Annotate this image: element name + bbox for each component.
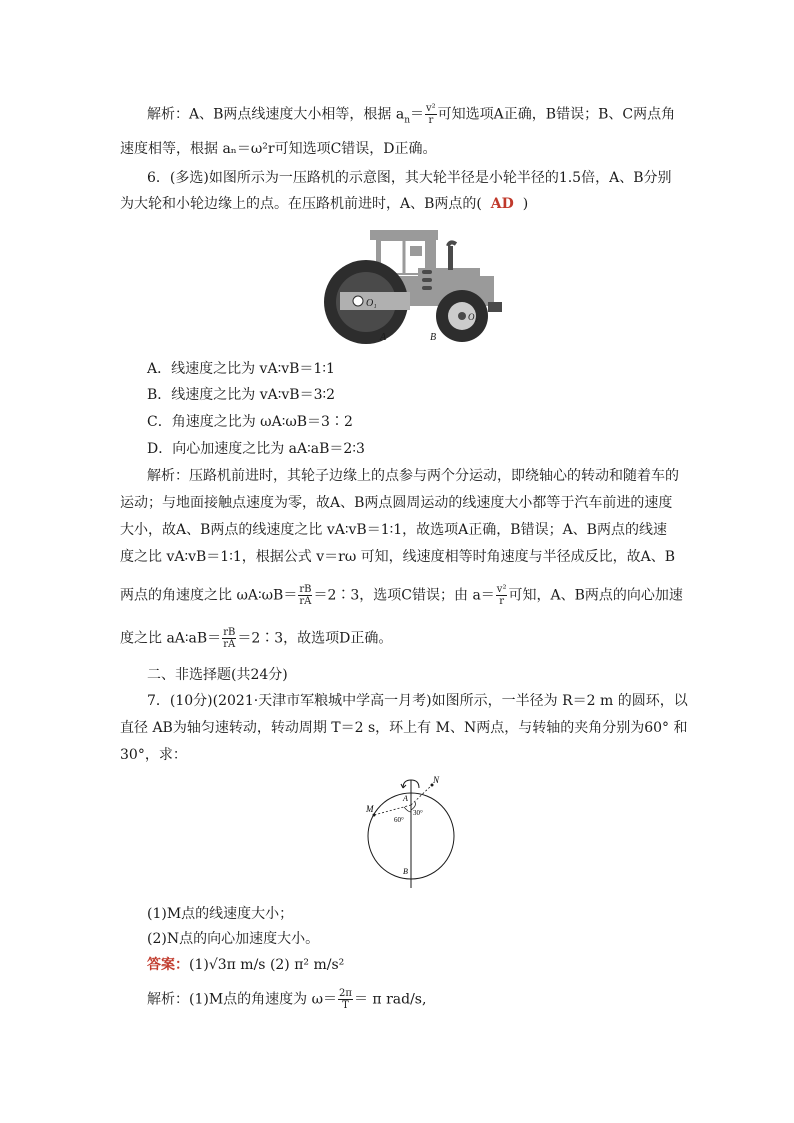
fraction: $\frac{\text{v²}}{r}$ <box>426 103 436 126</box>
label-a: A <box>403 794 408 803</box>
q6-option-a: A．线速度之比为 vA∶vB＝1∶1 <box>147 361 335 377</box>
q6-option-b: B．线速度之比为 vA∶vB＝3∶2 <box>147 387 336 403</box>
q5-analysis-line2: 速度相等，根据 aₙ＝ω²r可知选项C错误，D正确。 <box>120 141 437 157</box>
angle-30-label: 30° <box>413 809 423 817</box>
q5-analysis-line1: 解析：A、B两点线速度大小相等，根据 $a_n=$ $\frac{\text{v²}}{r}$ 可知选项A正确，B错误；B、C两点角 <box>147 103 676 126</box>
q6-analysis-line1: 解析：压路机前进时，其轮子边缘上的点参与两个分运动，即绕轴心的转动和随着车的 <box>147 468 679 484</box>
cab-roof <box>370 230 438 240</box>
q6-option-d: D．向心加速度之比为 aA∶aB＝2∶3 <box>147 441 365 457</box>
q6-analysis-line2: 运动；与地面接触点速度为零，故A、B两点圆周运动的线速度大小都等于汽车前进的速度 <box>120 495 673 511</box>
q6-stem-line2: 为大轮和小轮边缘上的点。在压路机前进时，A、B两点的( AD ) <box>120 196 529 212</box>
q7-answer <box>147 955 344 975</box>
q6-analysis-line6: 度之比 aA∶aB＝ $\frac{rB}{rA}$ ＝2∶3，故选项D正确。 <box>120 627 393 650</box>
q7-sub1: (1)M点的线速度大小； <box>147 906 294 922</box>
q7-stem-line2: 直径 AB为轴匀速转动，转动周期 T＝2 s，环上有 M、N两点，与转轴的夹角分别为60° 和 <box>120 720 688 736</box>
angle-60-label: 60° <box>394 816 404 824</box>
label-m: M <box>366 804 374 814</box>
answer-label: 答案： <box>147 957 189 973</box>
q6-option-c: C．角速度之比为 ωA∶ωB＝3∶2 <box>147 414 353 430</box>
exhaust-pipe <box>448 246 453 270</box>
label-b: B <box>403 867 408 876</box>
n-radius <box>411 785 432 805</box>
q6-analysis-line3: 大小，故A、B两点的线速度之比 vA∶vB＝1∶1，故选项A正确，B错误；A、B两点的线速 <box>120 522 667 538</box>
q6-stem-line1: 6．(多选)如图所示为一压路机的示意图，其大轮半径是小轮半径的1.5倍，A、B分别 <box>147 170 672 186</box>
label-n: N <box>433 775 440 785</box>
q7-stem-line3: 30°，求： <box>120 747 187 763</box>
section-heading: 二、非选择题(共24分) <box>147 667 288 683</box>
q7-analysis-line1: 解析：(1)M点的角速度为 ω＝ $\frac{2\pi}{T}$ ＝ π rad/s, <box>147 988 427 1011</box>
q6-analysis-line5: 两点的角速度之比 ωA∶ωB＝ $\frac{rB}{rA}$ ＝2∶3，选项C错误；由 a＝ $\frac{\text{v²}}{r}$ 可知，A、B两点的向心加速 <box>120 584 683 607</box>
label-a: A <box>380 332 387 343</box>
answer-text: (1)√3π m/s (2) π² m/s² <box>189 957 345 973</box>
q7-sub2: (2)N点的向心加速度大小。 <box>147 931 320 947</box>
q7-stem-line1: 7．(10分)(2021·天津市军粮城中学高一月考)如图所示，一半径为 R＝2 m 的圆环，以 <box>147 693 688 709</box>
ring-figure <box>362 770 462 892</box>
label-b: B <box>430 332 437 343</box>
label-o2: O₂ <box>468 312 478 322</box>
road-roller-figure <box>318 226 508 346</box>
q6-analysis-line4: 度之比 vA∶vB＝1∶1，根据公式 v＝rω 可知，线速度相等时角速度与半径成反比，故A、B <box>120 549 676 565</box>
label-o1: O₁ <box>366 298 377 309</box>
q6-answer: AD <box>490 196 514 212</box>
